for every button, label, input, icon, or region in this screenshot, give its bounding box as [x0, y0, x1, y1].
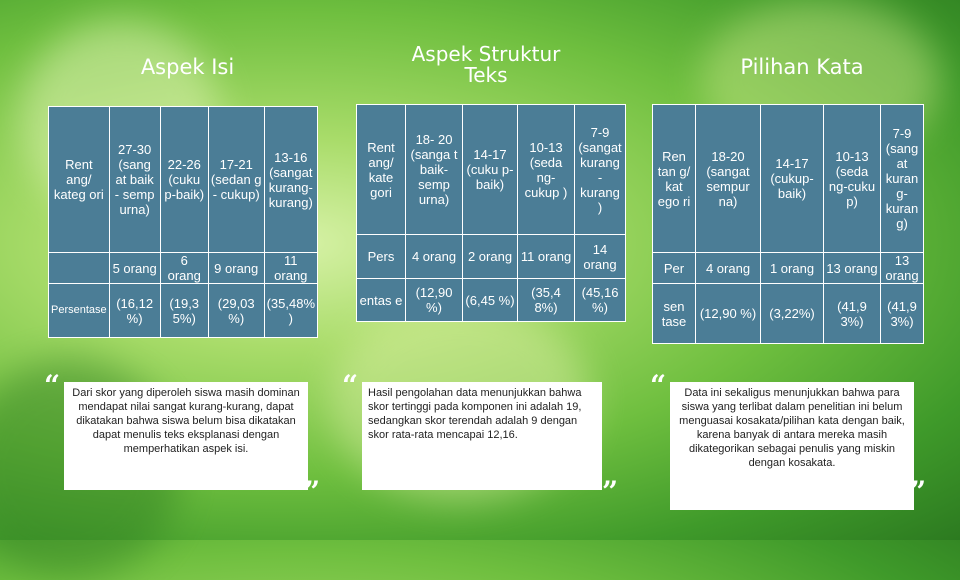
table-cell: (12,90 %)	[696, 284, 761, 344]
close-quote-icon: ”	[304, 475, 321, 508]
table-cell: (6,45 %)	[463, 279, 518, 322]
table-cell: 2 orang	[463, 235, 518, 279]
column-2-quote: Hasil pengolahan data menunjukkan bahwa skor tertinggi pada komponen ini adalah 19, sedangkan skor terendah adalah 9 dengan skor rata-rata mencapai 12,16.	[362, 382, 602, 490]
table-cell: 5 orang	[109, 253, 160, 284]
table-cell: Rent ang/ kateg ori	[49, 107, 110, 253]
table-cell: 27-30 (sang at baik - semp urna)	[109, 107, 160, 253]
table-cell: (41,9 3%)	[881, 284, 924, 344]
table-cell: Ren tan g/ kat ego ri	[653, 105, 696, 253]
table-cell: 10-13 (seda ng-cuku p)	[824, 105, 881, 253]
table-row	[653, 284, 924, 344]
table-row	[357, 279, 626, 322]
table-cell: (35,4 8%)	[518, 279, 575, 322]
table-cell: 4 orang	[406, 235, 463, 279]
column-2-table	[356, 104, 626, 322]
table-cell: 22-26 (cuku p-baik)	[160, 107, 208, 253]
close-quote-icon: ”	[602, 475, 619, 508]
table-cell: 11 orang	[264, 253, 317, 284]
table-cell: 14-17 (cukup-baik)	[761, 105, 824, 253]
table-cell: 13 orang	[881, 253, 924, 284]
table-row	[653, 253, 924, 284]
table-row	[49, 253, 318, 284]
table-cell: (29,03 %)	[208, 284, 264, 338]
close-quote-icon: ”	[910, 475, 927, 508]
table-cell: 18- 20 (sanga t baik-semp urna)	[406, 105, 463, 235]
table-cell: 13-16 (sangat kurang-kurang)	[264, 107, 317, 253]
table-cell: 9 orang	[208, 253, 264, 284]
table-cell	[49, 253, 110, 284]
table-cell: (12,90 %)	[406, 279, 463, 322]
table-header-row	[49, 107, 318, 253]
table-cell: Persentase	[49, 284, 110, 338]
table-cell: 7-9 (sangat kurang - kurang )	[575, 105, 626, 235]
table-cell: 14 orang	[575, 235, 626, 279]
table-row	[357, 235, 626, 279]
table-cell: sen tase	[653, 284, 696, 344]
table-cell: (45,16 %)	[575, 279, 626, 322]
table-cell: (35,48% )	[264, 284, 317, 338]
table-cell: 6 orang	[160, 253, 208, 284]
table-cell: (41,9 3%)	[824, 284, 881, 344]
table-cell: (19,3 5%)	[160, 284, 208, 338]
column-3-table	[652, 104, 924, 344]
table-cell: (16,12 %)	[109, 284, 160, 338]
open-quote-icon: “	[650, 369, 667, 402]
table-cell: 11 orang	[518, 235, 575, 279]
column-2-title: Aspek Struktur Teks	[411, 42, 561, 87]
table-row	[49, 284, 318, 338]
column-3-quote: Data ini sekaligus menunjukkan bahwa para siswa yang terlibat dalam penelitian ini belum menguasai kosakata/pilihan kata dengan baik, karena banyak di antara mereka masih dikategorikan sebagai penulis yang miskin dengan kosakata.	[670, 382, 914, 510]
table-cell: 4 orang	[696, 253, 761, 284]
table-cell: entas e	[357, 279, 406, 322]
table-cell: 7-9 (sang at kuran g-kuran g)	[881, 105, 924, 253]
column-1-table	[48, 106, 318, 338]
table-cell: Per	[653, 253, 696, 284]
table-cell: 1 orang	[761, 253, 824, 284]
column-1-quote: Dari skor yang diperoleh siswa masih dominan mendapat nilai sangat kurang-kurang, dapat dikatakan bahwa siswa belum bisa dikatakan dapat menulis teks eksplanasi dengan memperhatikan aspek isi.	[64, 382, 308, 490]
table-cell: Rent ang/ kate gori	[357, 105, 406, 235]
column-3-title: Pilihan Kata	[740, 55, 864, 79]
table-cell: 14-17 (cuku p-baik)	[463, 105, 518, 235]
table-header-row	[653, 105, 924, 253]
table-cell: 13 orang	[824, 253, 881, 284]
table-cell: 17-21 (sedan g - cukup)	[208, 107, 264, 253]
table-cell: 18-20 (sangat sempur na)	[696, 105, 761, 253]
table-header-row	[357, 105, 626, 235]
open-quote-icon: “	[44, 369, 61, 402]
column-1-title: Aspek Isi	[140, 55, 235, 79]
table-cell: Pers	[357, 235, 406, 279]
table-cell: (3,22%)	[761, 284, 824, 344]
table-cell: 10-13 (seda ng-cukup )	[518, 105, 575, 235]
open-quote-icon: “	[342, 369, 359, 402]
